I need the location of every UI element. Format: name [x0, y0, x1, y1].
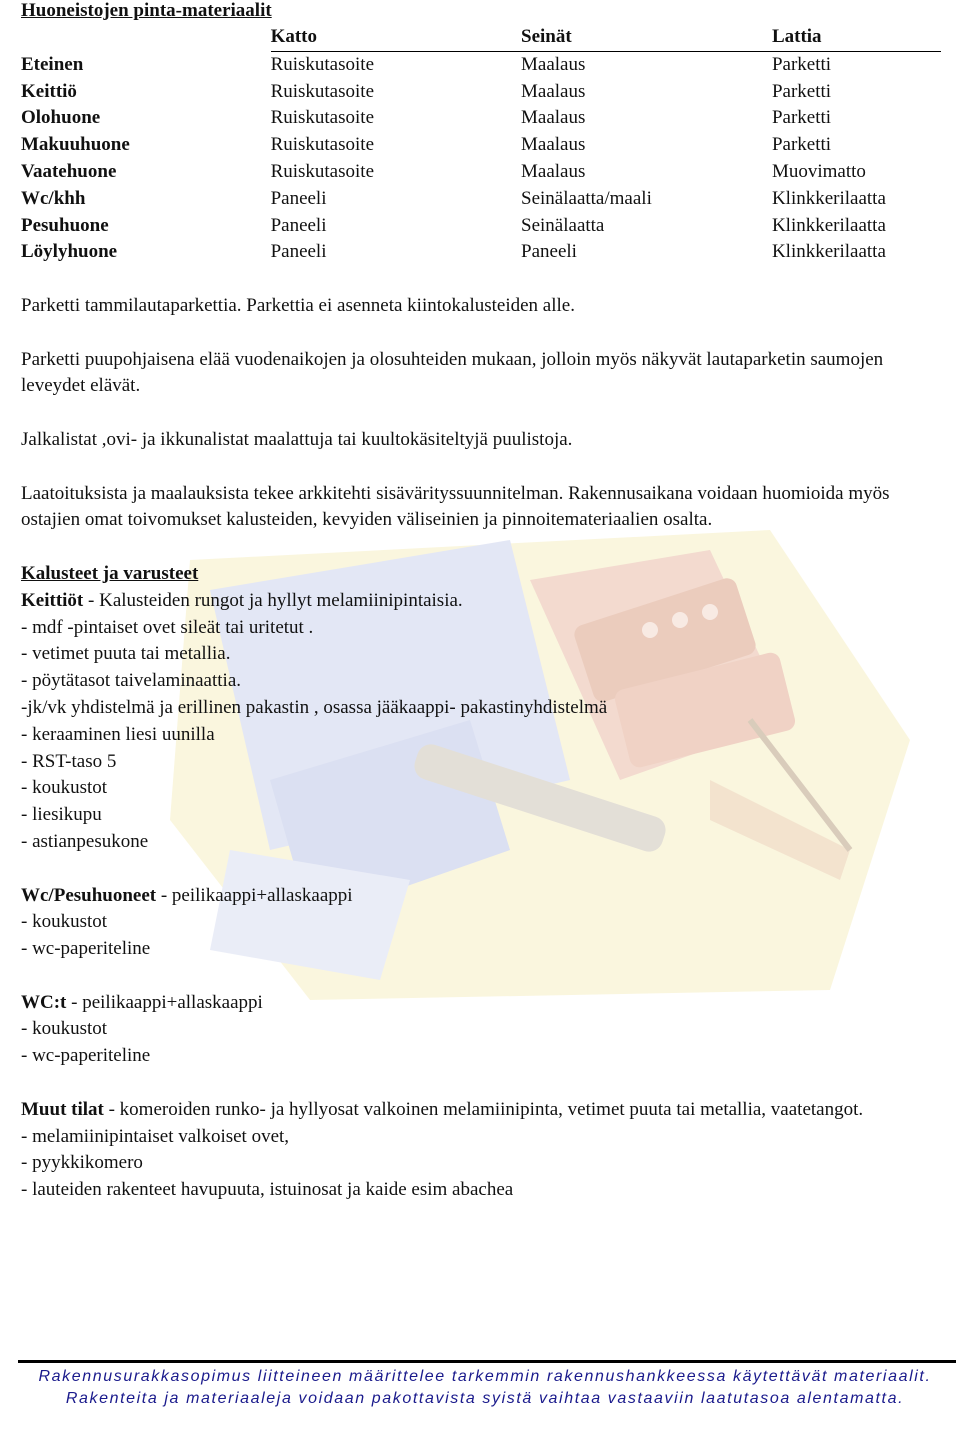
group-label: Muut tilat	[21, 1098, 104, 1120]
list-item: - melamiinipintaiset valkoiset ovet,	[21, 1125, 290, 1147]
cell-floor: Parketti	[771, 107, 832, 129]
group-description: - Kalusteiden rungot ja hyllyt melamiinipintaisia.	[83, 589, 463, 611]
table-row	[21, 132, 941, 159]
group-description: - peilikaappi+allaskaappi	[156, 884, 353, 906]
cell-walls: Seinälaatta	[521, 214, 605, 236]
group-heading-line	[21, 1097, 941, 1124]
list-item: - liesikupu	[21, 804, 102, 826]
cell-room: Vaatehuone	[21, 160, 117, 182]
cell-ceiling: Ruiskutasoite	[270, 134, 375, 156]
group-label: Keittiöt	[21, 589, 84, 611]
header-walls: Seinät	[521, 24, 772, 51]
footer-note	[20, 1366, 950, 1410]
section-title-furniture: Kalusteet ja varusteet	[21, 562, 199, 584]
cell-walls: Seinälaatta/maali	[521, 187, 652, 209]
cell-walls: Maalaus	[521, 107, 586, 129]
cell-walls: Paneeli	[521, 241, 577, 263]
cell-room: Wc/khh	[21, 187, 86, 209]
list-item: - lauteiden rakenteet havupuuta, istuinosat ja kaide esim abachea	[21, 1179, 514, 1201]
cell-room: Keittiö	[21, 80, 77, 102]
list-item: - pyykkikomero	[21, 1152, 143, 1174]
cell-room: Löylyhuone	[21, 241, 118, 263]
list-item: - astianpesukone	[21, 830, 149, 852]
table-row	[21, 239, 941, 266]
cell-ceiling: Ruiskutasoite	[270, 107, 375, 129]
cell-room: Makuuhuone	[21, 134, 130, 156]
table-row	[21, 105, 941, 132]
cell-walls: Maalaus	[521, 53, 586, 75]
list-item: - RST-taso 5	[21, 750, 117, 772]
cell-walls: Maalaus	[521, 134, 586, 156]
materials-table	[21, 24, 941, 266]
furniture-groups	[21, 588, 941, 1204]
list-item: - keraaminen liesi uunilla	[21, 723, 215, 745]
footer-line-1: Rakennusurakkasopimus liitteineen määrittelee tarkemmin rakennushankkeessa käytettävät materiaalit.	[38, 1368, 932, 1385]
cell-floor: Klinkkerilaatta	[771, 214, 886, 236]
furniture-group	[21, 990, 941, 1070]
header-floor: Lattia	[772, 24, 941, 51]
table-row	[21, 159, 941, 186]
list-item: - mdf -pintaiset ovet sileät tai uritetut .	[21, 616, 314, 638]
paragraph-colour-plan: Laatoituksista ja maalauksista tekee arkkitehti sisävärityssuunnitelman. Rakennusaikana voidaan huomioida myös ostajien omat toivomukset kalusteiden, kevyiden väliseinien ja pinnoitemateriaalien osalta.	[21, 482, 890, 531]
document-body	[21, 0, 941, 1204]
group-description: - komeroiden runko- ja hyllyosat valkoinen melamiinipinta, vetimet puuta tai metallia, vaatetangot.	[103, 1098, 864, 1120]
cell-floor: Parketti	[771, 53, 832, 75]
cell-ceiling: Ruiskutasoite	[270, 160, 375, 182]
list-item: - koukustot	[21, 1018, 108, 1040]
footer-divider	[18, 1360, 956, 1363]
group-label: Wc/Pesuhuoneet	[21, 884, 157, 906]
list-item: - koukustot	[21, 911, 108, 933]
cell-ceiling: Paneeli	[270, 187, 327, 209]
cell-floor: Parketti	[771, 134, 832, 156]
furniture-group	[21, 1097, 941, 1204]
cell-floor: Klinkkerilaatta	[771, 187, 886, 209]
cell-walls: Maalaus	[521, 160, 586, 182]
cell-ceiling: Ruiskutasoite	[270, 80, 375, 102]
footer-line-2: Rakenteita ja materiaaleja voidaan pakottavista syistä vaihtaa vastaaviin laatutasoa alentamatta.	[65, 1390, 905, 1407]
group-heading-line	[21, 883, 941, 910]
cell-room: Olohuone	[21, 107, 101, 129]
paragraph-parquet: Parketti tammilautaparkettia. Parkettia ei asenneta kiintokalusteiden alle.	[21, 294, 575, 316]
table-row	[21, 79, 941, 106]
cell-floor: Klinkkerilaatta	[771, 241, 886, 263]
table-row	[21, 51, 941, 78]
table-header-row	[21, 24, 941, 51]
materials-table-body	[21, 51, 941, 266]
paragraph-parquet-movement: Parketti puupohjaisena elää vuodenaikojen ja olosuhteiden mukaan, jolloin myös näkyvät lautaparketin saumojen leveydet elävät.	[21, 348, 884, 397]
header-ceiling: Katto	[271, 24, 521, 51]
list-item: - koukustot	[21, 777, 108, 799]
cell-room: Eteinen	[21, 53, 84, 75]
furniture-group	[21, 588, 941, 856]
group-heading-line	[21, 588, 941, 615]
header-room	[21, 24, 271, 51]
group-label: WC:t	[21, 991, 67, 1013]
cell-ceiling: Ruiskutasoite	[270, 53, 375, 75]
list-item: -jk/vk yhdistelmä ja erillinen pakastin , osassa jääkaappi- pakastinyhdistelmä	[21, 696, 608, 718]
cell-walls: Maalaus	[521, 80, 586, 102]
list-item: - wc-paperiteline	[21, 1045, 151, 1067]
group-heading-line	[21, 990, 941, 1017]
section-title-surface-materials: Huoneistojen pinta-materiaalit	[21, 0, 272, 21]
cell-ceiling: Paneeli	[270, 241, 327, 263]
group-description: - peilikaappi+allaskaappi	[66, 991, 263, 1013]
cell-room: Pesuhuone	[21, 214, 109, 236]
cell-floor: Muovimatto	[771, 160, 866, 182]
list-item: - pöytätasot taivelaminaattia.	[21, 670, 242, 692]
table-row	[21, 213, 941, 240]
cell-floor: Parketti	[771, 80, 832, 102]
paragraph-skirting: Jalkalistat ,ovi- ja ikkunalistat maalattuja tai kuultokäsiteltyjä puulistoja.	[21, 428, 573, 450]
table-row	[21, 186, 941, 213]
cell-ceiling: Paneeli	[270, 214, 327, 236]
furniture-group	[21, 883, 941, 963]
list-item: - wc-paperiteline	[21, 938, 151, 960]
list-item: - vetimet puuta tai metallia.	[21, 643, 231, 665]
